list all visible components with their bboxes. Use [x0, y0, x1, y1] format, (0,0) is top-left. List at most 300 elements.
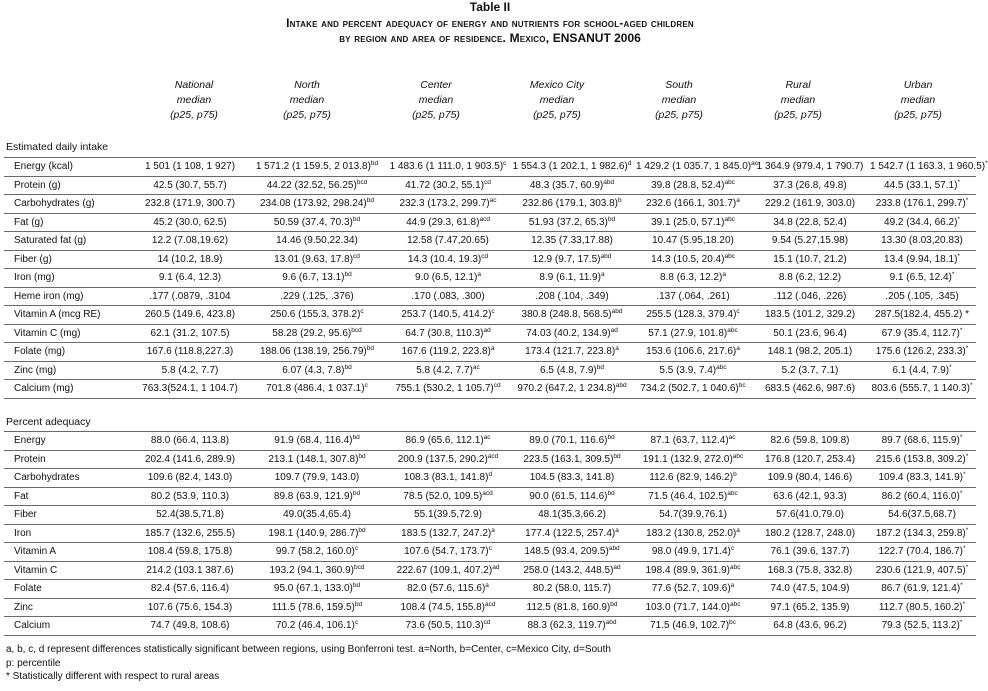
cell-value: 734.2 (502.7, 1 040.6)	[640, 383, 739, 395]
table-cell	[248, 361, 386, 380]
table-cell	[752, 469, 868, 488]
column-header-stat: median	[176, 94, 212, 106]
row-label: Saturated fat (g)	[4, 232, 132, 251]
significance-marker: a	[722, 271, 726, 279]
table-cell	[248, 213, 386, 232]
significance-marker: a	[730, 582, 735, 590]
significance-marker: *	[957, 178, 960, 186]
cell-value: 50.59 (37.4, 70.3)	[273, 216, 353, 228]
table-cell	[132, 524, 248, 543]
cell-value: 200.9 (137.5, 290.2)	[397, 453, 488, 465]
cell-value: 50.1 (23.6, 96.4)	[773, 327, 847, 339]
table-row	[4, 561, 976, 580]
table-cell	[248, 324, 386, 343]
significance-marker: bc	[738, 382, 746, 390]
significance-marker: cd	[484, 178, 491, 186]
table-cell	[248, 158, 386, 177]
cell-value: 260.5 (149.6, 423.8)	[144, 309, 236, 321]
cell-value: 12.2 (7.08,19.62)	[151, 235, 229, 247]
significance-marker: *	[965, 563, 969, 571]
table-cell	[132, 250, 248, 269]
significance-marker: ad	[483, 326, 491, 334]
cell-value: 48.1(35.3,66.2)	[538, 509, 606, 521]
significance-marker: bcd	[356, 178, 368, 186]
row-label: Carbohydrates	[4, 469, 132, 488]
table-cell	[868, 524, 976, 543]
column-header-range: (p25, p75)	[412, 109, 460, 121]
significance-marker: c	[360, 308, 364, 316]
table-cell	[132, 343, 248, 362]
significance-marker: bd	[613, 452, 621, 460]
table-row	[4, 506, 976, 525]
table-cell	[386, 543, 510, 562]
table-row	[4, 432, 976, 451]
cell-value: 6.5 (4.8, 7.9)	[540, 364, 597, 376]
table-cell	[132, 506, 248, 525]
cell-value: 193.2 (94.1, 360.9)	[269, 564, 355, 576]
table-row	[4, 269, 976, 288]
table-cell	[248, 469, 386, 488]
cell-value: 112.7 (80.5, 160.2)	[878, 601, 963, 613]
table-cell	[248, 450, 386, 469]
column-header-range: (p25, p75)	[533, 109, 581, 121]
table-cell	[752, 506, 868, 525]
cell-value: 80.2 (58.0, 115.7)	[532, 583, 612, 595]
cell-value: 54.7(39.9,76.1)	[659, 509, 727, 521]
table-row	[4, 232, 976, 251]
table-row	[4, 176, 976, 195]
significance-marker: bd	[366, 197, 374, 205]
significance-marker: b	[733, 471, 737, 479]
significance-marker: *	[965, 526, 969, 534]
table-cell	[510, 380, 634, 399]
table-row	[4, 361, 976, 380]
cell-value: 198.4 (89.9, 361.9)	[645, 564, 731, 576]
cell-value: 73.6 (50.5, 110.3)	[405, 620, 484, 632]
table-cell	[634, 176, 752, 195]
row-label: Calcium (mg)	[4, 380, 132, 399]
significance-marker: ad	[613, 563, 621, 571]
column-header-range: (p25, p75)	[655, 109, 703, 121]
table-cell	[386, 432, 510, 451]
table-cell	[510, 432, 634, 451]
table-cell	[248, 176, 386, 195]
cell-value: 168.3 (75.8, 332.8)	[767, 564, 853, 576]
table-cell	[132, 213, 248, 232]
table-row	[4, 158, 976, 177]
significance-marker: acd	[479, 215, 490, 223]
table-cell	[752, 543, 868, 562]
table-cell	[510, 598, 634, 617]
column-header-name: Urban	[903, 79, 933, 91]
cell-value: 198.1 (140.9, 286.7)	[268, 527, 359, 539]
cell-value: 67.9 (35.4, 112.7)	[881, 327, 960, 339]
table-cell	[386, 524, 510, 543]
cell-value: 13.30 (8.03,20.83)	[881, 235, 963, 247]
title-survey-name: ENSANUT 2006	[552, 31, 641, 45]
cell-value: 12.58 (7.47,20.65)	[407, 235, 489, 247]
table-cell	[248, 232, 386, 251]
cell-value: 202.4 (141.6, 289.9)	[144, 453, 236, 465]
significance-marker: ac	[489, 197, 497, 205]
table-cell	[386, 250, 510, 269]
significance-marker: abc	[724, 252, 735, 260]
cell-value: 97.1 (65.2, 135.9)	[770, 601, 850, 613]
row-label: Protein (g)	[4, 176, 132, 195]
cell-value: 763.3(524.1, 1 104.7)	[142, 383, 238, 395]
significance-marker: *	[962, 471, 966, 479]
table-cell	[510, 343, 634, 362]
table-cell	[248, 287, 386, 306]
cell-value: 55.1(39.5,72.9)	[414, 509, 482, 521]
cell-value: 44.9 (29.3, 61.8)	[406, 216, 480, 228]
cell-value: 74.03 (40.2, 134.9)	[526, 327, 611, 339]
table-cell	[386, 469, 510, 488]
table-cell	[132, 287, 248, 306]
table-cell	[386, 269, 510, 288]
significance-marker: acd	[482, 489, 493, 497]
cell-value: 64.8 (43.6, 96.2)	[773, 620, 847, 632]
cell-value: 109.9 (80.4, 146.6)	[767, 472, 853, 484]
table-cell	[752, 432, 868, 451]
table-cell	[868, 469, 976, 488]
cell-value: 77.6 (52.7, 109.6)	[651, 583, 731, 595]
cell-value: 1 429.2 (1 035.7, 1 845.0)	[636, 161, 752, 173]
table-cell	[248, 543, 386, 562]
table-cell	[510, 361, 634, 380]
significance-marker: *	[962, 545, 966, 553]
significance-marker: *	[951, 271, 955, 279]
significance-marker: ac	[728, 434, 736, 442]
table-row	[4, 524, 976, 543]
cell-value: .112 (.046, .226)	[773, 290, 847, 302]
cell-value: 14.3 (10.4, 19.3)	[407, 253, 482, 265]
cell-value: 89.0 (70.1, 116.6)	[529, 435, 608, 447]
significance-marker: *	[959, 619, 963, 627]
cell-value: 1 571.2 (1 159.5, 2 013.8)	[255, 161, 371, 173]
cell-value: 214.2 (103.1 387.6)	[146, 564, 234, 576]
table-cell	[510, 487, 634, 506]
cell-value: .208 (.104, .349)	[535, 290, 609, 302]
significance-marker: bd	[596, 363, 604, 371]
cell-value: 8.8 (6.2, 12.2)	[778, 272, 842, 284]
column-header-name: National	[174, 79, 214, 91]
cell-value: 88.0 (66.4, 113.8)	[150, 435, 230, 447]
table-cell	[132, 617, 248, 636]
significance-marker: a	[491, 526, 495, 534]
cell-value: 13.01 (9.63, 17.8)	[274, 253, 354, 265]
cell-value: 803.6 (555.7, 1 140.3)	[871, 383, 970, 395]
row-label: Vitamin C	[4, 561, 132, 580]
table-row	[4, 580, 976, 599]
significance-marker: *	[960, 582, 963, 590]
cell-value: 1 501 (1 108, 1 927)	[144, 161, 236, 173]
table-cell	[868, 561, 976, 580]
table-cell	[386, 580, 510, 599]
table-cell	[510, 306, 634, 325]
table-cell	[868, 617, 976, 636]
table-cell	[510, 269, 634, 288]
table-cell	[510, 213, 634, 232]
cell-value: 14 (10.2, 18.9)	[157, 253, 223, 265]
column-headers	[0, 78, 980, 124]
row-label: Fat	[4, 487, 132, 506]
table-cell	[248, 380, 386, 399]
cell-value: 180.2 (128.7, 248.0)	[764, 527, 856, 539]
cell-value: 99.7 (58.2, 160.0)	[275, 546, 355, 558]
row-label: Carbohydrates (g)	[4, 195, 132, 214]
cell-value: 9.54 (5.27,15.98)	[771, 235, 849, 247]
table-cell	[634, 432, 752, 451]
table-cell	[386, 487, 510, 506]
table-row	[4, 598, 976, 617]
table-row	[4, 543, 976, 562]
significance-marker: *	[985, 160, 988, 168]
row-label: Iron (mg)	[4, 269, 132, 288]
table-cell	[386, 232, 510, 251]
cell-value: 230.6 (121.9, 407.5)	[875, 564, 966, 576]
significance-marker: ac	[751, 160, 758, 168]
cell-value: 54.6(37.5,68.7)	[888, 509, 956, 521]
table-cell	[132, 450, 248, 469]
row-label: Vitamin A (mcg RE)	[4, 306, 132, 325]
cell-value: 64.7 (30.8, 110.3)	[405, 327, 484, 339]
cell-value: 90.0 (61.5, 114.6)	[529, 490, 608, 502]
cell-value: 153.6 (106.6, 217.6)	[646, 346, 737, 358]
significance-marker: a	[736, 526, 740, 534]
table-cell	[868, 324, 976, 343]
table-title-line1: Intake and percent adequacy of energy and nutrients for school-aged children	[286, 15, 694, 30]
table-cell	[634, 380, 752, 399]
significance-marker: abc	[727, 326, 738, 334]
cell-value: 98.0 (49.9, 171.4)	[651, 546, 731, 558]
cell-value: 8.9 (6.1, 11.9)	[539, 272, 601, 284]
cell-value: 9.1 (6.4, 12.3)	[158, 272, 222, 284]
table-cell	[868, 506, 976, 525]
significance-marker: bd	[610, 600, 618, 608]
column-header-rural	[738, 78, 858, 123]
table-cell	[634, 469, 752, 488]
table-cell	[132, 232, 248, 251]
cell-value: 213.1 (148.1, 307.8)	[268, 453, 359, 465]
table-cell	[248, 432, 386, 451]
table-cell	[132, 469, 248, 488]
section-label-adequacy: Percent adequacy	[6, 416, 91, 428]
table-cell	[868, 543, 976, 562]
significance-marker: abd	[608, 545, 620, 553]
table-cell	[634, 250, 752, 269]
significance-marker: abc	[724, 178, 735, 186]
table-cell	[386, 306, 510, 325]
cell-value: 74.0 (47.5, 104.9)	[770, 583, 850, 595]
column-header-name: Center	[420, 79, 452, 91]
cell-value: 1 483.6 (1 111.0, 1 903.5)	[389, 161, 504, 173]
cell-value: 8.8 (6.3, 12.2)	[660, 272, 723, 284]
table-cell	[868, 380, 976, 399]
table-cell	[132, 306, 248, 325]
table-cell	[386, 213, 510, 232]
table-cell	[386, 561, 510, 580]
cell-value: 79.3 (52.5, 113.2)	[881, 620, 960, 632]
cell-value: 232.6 (166.1, 301.7)	[646, 198, 737, 210]
significance-marker: *	[949, 363, 952, 371]
cell-value: 15.1 (10.7, 21.2)	[773, 253, 847, 265]
cell-value: .229 (.125, .376)	[280, 290, 354, 302]
significance-marker: abc	[730, 563, 741, 571]
cell-value: 89.7 (68.6, 115.9)	[881, 435, 960, 447]
table-cell	[510, 543, 634, 562]
table-cell	[510, 450, 634, 469]
table-cell	[634, 269, 752, 288]
cell-value: 167.6 (119.2, 223.8)	[401, 346, 491, 358]
cell-value: 9.0 (6.5, 12.1)	[415, 272, 478, 284]
cell-value: 95.0 (67.1, 133.0)	[273, 583, 353, 595]
cell-value: 74.7 (49.8, 108.6)	[150, 620, 230, 632]
column-header-south	[619, 78, 739, 123]
significance-marker: abd	[611, 308, 623, 316]
table-cell	[634, 598, 752, 617]
cell-value: 109.4 (83.3, 141.9)	[878, 472, 963, 484]
significance-marker: *	[965, 197, 969, 205]
significance-marker: ad	[610, 326, 618, 334]
table-row	[4, 324, 976, 343]
cell-value: 112.6 (82.9, 146.2)	[649, 472, 734, 484]
table-cell	[510, 158, 634, 177]
cell-value: 111.5 (78.6, 159.5)	[271, 601, 355, 613]
cell-value: 5.8 (4.2, 7.7)	[161, 364, 219, 376]
table-cell	[248, 580, 386, 599]
cell-value: 44.22 (32.52, 56.25)	[266, 179, 357, 191]
cell-value: 380.8 (248.8, 568.5)	[521, 309, 612, 321]
table-cell	[868, 432, 976, 451]
cell-value: 233.8 (176.1, 299.7)	[875, 198, 966, 210]
column-header-urban	[858, 78, 978, 123]
cell-value: 86.9 (65.6, 112.1)	[405, 435, 484, 447]
table-cell	[634, 195, 752, 214]
column-header-stat: median	[661, 94, 697, 106]
table-cell	[248, 487, 386, 506]
table-row	[4, 343, 976, 362]
cell-value: 109.7 (79.9, 143.0)	[274, 472, 360, 484]
table-cell	[752, 343, 868, 362]
cell-value: 76.1 (39.6, 137.7)	[770, 546, 850, 558]
cell-value: 1 542.7 (1 163.3, 1 960.5)	[870, 161, 986, 173]
row-label: Energy (kcal)	[4, 158, 132, 177]
column-header-center	[376, 78, 496, 123]
table-row	[4, 617, 976, 636]
table-cell	[248, 195, 386, 214]
significance-marker: acd	[485, 600, 496, 608]
cell-value: 89.8 (63.9, 121.9)	[273, 490, 353, 502]
table-cell	[510, 506, 634, 525]
table-cell	[386, 324, 510, 343]
significance-marker: c	[488, 545, 492, 553]
significance-marker: acd	[487, 452, 499, 460]
significance-marker: ac	[472, 363, 480, 371]
cell-value: 108.4 (59.8, 175.8)	[147, 546, 233, 558]
cell-value: 108.3 (83.1, 141.8)	[403, 472, 489, 484]
table-cell	[248, 598, 386, 617]
table-cell	[386, 380, 510, 399]
significance-marker: ac	[483, 434, 491, 442]
table-cell	[248, 269, 386, 288]
table-cell	[752, 524, 868, 543]
significance-marker: bd	[607, 434, 615, 442]
cell-value: 14.46 (9.50,22.34)	[276, 235, 358, 247]
cell-value: 108.4 (74.5, 155.8)	[400, 601, 486, 613]
significance-marker: *	[959, 326, 963, 334]
table-cell	[510, 250, 634, 269]
column-header-range: (p25, p75)	[170, 109, 218, 121]
cell-value: 232.8 (171.9, 300.7)	[144, 198, 236, 210]
significance-marker: c	[730, 545, 735, 553]
cell-value: 1 554.3 (1 202.1, 1 982.6)	[512, 161, 628, 173]
significance-marker: bd	[352, 489, 361, 497]
cell-value: 223.5 (163.1, 309.5)	[523, 453, 614, 465]
table-cell	[248, 506, 386, 525]
footnote-significance: a, b, c, d represent differences statistically significant between regions, using Bonferroni test. a=North, b=Center, c=Mexico City, d=South	[6, 644, 611, 655]
table-cell	[868, 176, 976, 195]
column-header-mexico-city	[497, 78, 617, 123]
table-cell	[386, 598, 510, 617]
significance-marker: b	[618, 197, 622, 205]
table-cell	[634, 361, 752, 380]
table-cell	[752, 561, 868, 580]
table-cell	[634, 306, 752, 325]
column-header-name: Mexico City	[529, 79, 585, 91]
table-cell	[868, 250, 976, 269]
table-cell	[510, 287, 634, 306]
significance-marker: c	[364, 382, 368, 390]
table-cell	[752, 232, 868, 251]
table-cell	[868, 158, 988, 177]
cell-value: 5.5 (3.9, 7.4)	[659, 364, 717, 376]
cell-value: 57.1 (27.9, 101.8)	[648, 327, 728, 339]
row-label: Fiber	[4, 506, 132, 525]
cell-value: 701.8 (486.4, 1 037.1)	[266, 383, 365, 395]
row-label: Iron	[4, 524, 132, 543]
title-line2-text: by region and area of residence. Mexico,	[339, 31, 553, 45]
table-cell	[752, 361, 868, 380]
cell-value: 107.6 (54.7, 173.7)	[404, 546, 489, 558]
table-cell	[510, 176, 634, 195]
table-cell	[634, 580, 752, 599]
significance-marker: bc	[729, 619, 736, 627]
column-header-name: South	[665, 79, 693, 91]
table-cell	[510, 617, 634, 636]
table-cell	[386, 158, 510, 177]
table-cell	[868, 598, 976, 617]
cell-value: 232.3 (173.2, 299.7)	[399, 198, 490, 210]
cell-value: 104.5 (83.3, 141.8)	[529, 472, 615, 484]
cell-value: 34.8 (22.8, 52.4)	[773, 216, 847, 228]
cell-value: 175.6 (126.2, 233.3)	[875, 346, 966, 358]
significance-marker: c	[354, 619, 359, 627]
significance-marker: bd	[354, 600, 363, 608]
table-cell	[752, 176, 868, 195]
cell-value: 187.2 (134.3, 259.8)	[875, 527, 966, 539]
cell-value: 82.4 (57.6, 116.4)	[150, 583, 230, 595]
cell-value: 287.5(182.4, 455.2) *	[875, 309, 969, 321]
table-row	[4, 250, 976, 269]
column-header-national	[134, 78, 254, 123]
table-header	[0, 0, 980, 47]
table-cell	[132, 361, 248, 380]
table-cell	[634, 324, 752, 343]
table-cell	[868, 287, 976, 306]
cell-value: 191.1 (132.9, 272.0)	[642, 453, 733, 465]
significance-marker: a	[615, 526, 619, 534]
